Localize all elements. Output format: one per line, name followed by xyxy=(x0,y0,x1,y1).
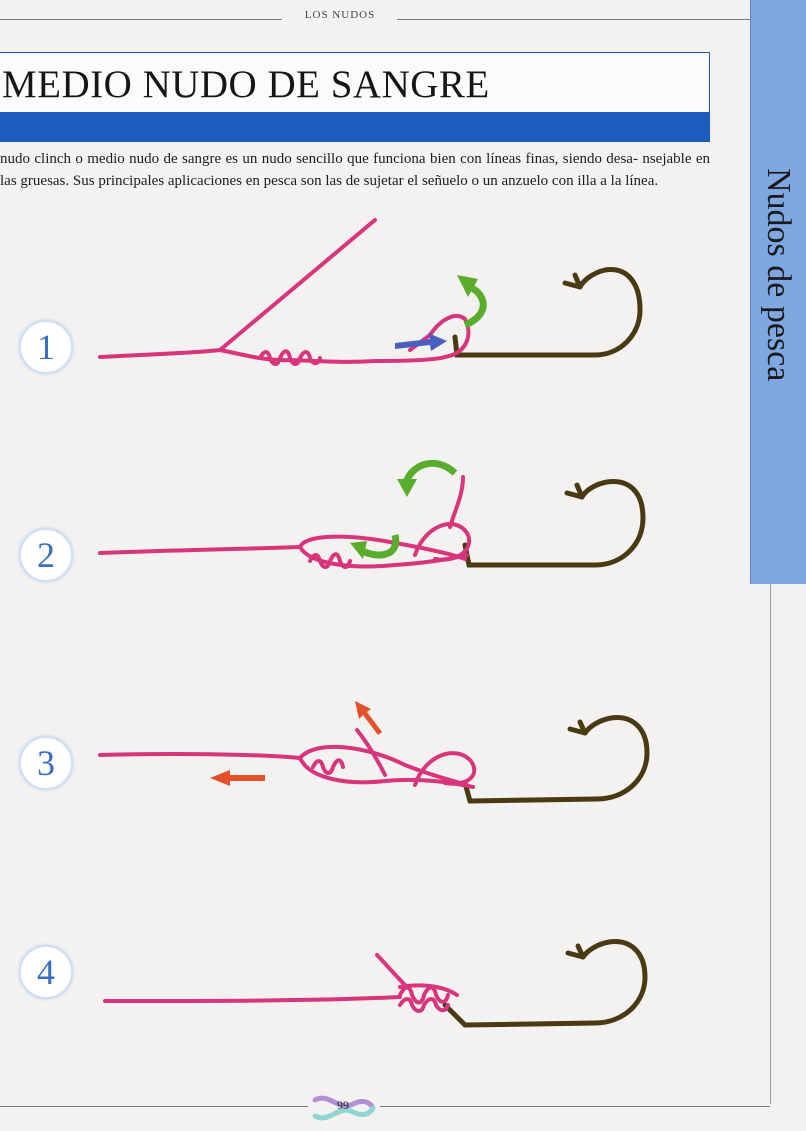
header-rule-left xyxy=(0,19,282,20)
intro-paragraph xyxy=(0,149,710,192)
running-head: LOS NUDOS xyxy=(304,9,376,21)
side-rule xyxy=(770,584,771,1104)
header-rule-right xyxy=(397,19,750,20)
blue-arrow-icon xyxy=(395,333,447,351)
fishing-line-icon xyxy=(100,477,469,567)
intro-line: nsejable en las gruesas. Sus principales aplicaciones en pesca son las de sujetar el señuelo o un anzuelo con xyxy=(0,151,710,189)
step-2-illustration xyxy=(95,455,655,595)
footer-rule-right xyxy=(380,1106,770,1107)
step-3-illustration xyxy=(95,695,655,815)
side-tab-label: Nudos de pesca xyxy=(760,168,797,382)
page-number: 99 xyxy=(337,1098,349,1112)
hook-icon xyxy=(465,482,643,565)
fishing-line-icon xyxy=(100,730,474,787)
step-number: 1 xyxy=(19,320,73,374)
page-title: MEDIO NUDO DE SANGRE xyxy=(2,63,490,106)
title-bar xyxy=(0,112,710,141)
intro-line: illa a la línea. xyxy=(577,172,659,189)
step-1-illustration xyxy=(95,215,655,385)
hook-icon xyxy=(445,942,645,1025)
footer-rule-left xyxy=(0,1106,308,1107)
step-number: 3 xyxy=(19,736,73,790)
step-4-illustration xyxy=(95,925,655,1035)
step-number: 4 xyxy=(19,945,73,999)
fishing-line-icon xyxy=(105,955,457,1011)
hook-icon xyxy=(465,718,647,801)
step-number: 2 xyxy=(19,528,73,582)
intro-line: nudo clinch o medio nudo de sangre es un nudo sencillo que funciona bien con líneas finas, siendo desa- xyxy=(0,151,638,167)
red-arrow-icon xyxy=(210,701,382,786)
